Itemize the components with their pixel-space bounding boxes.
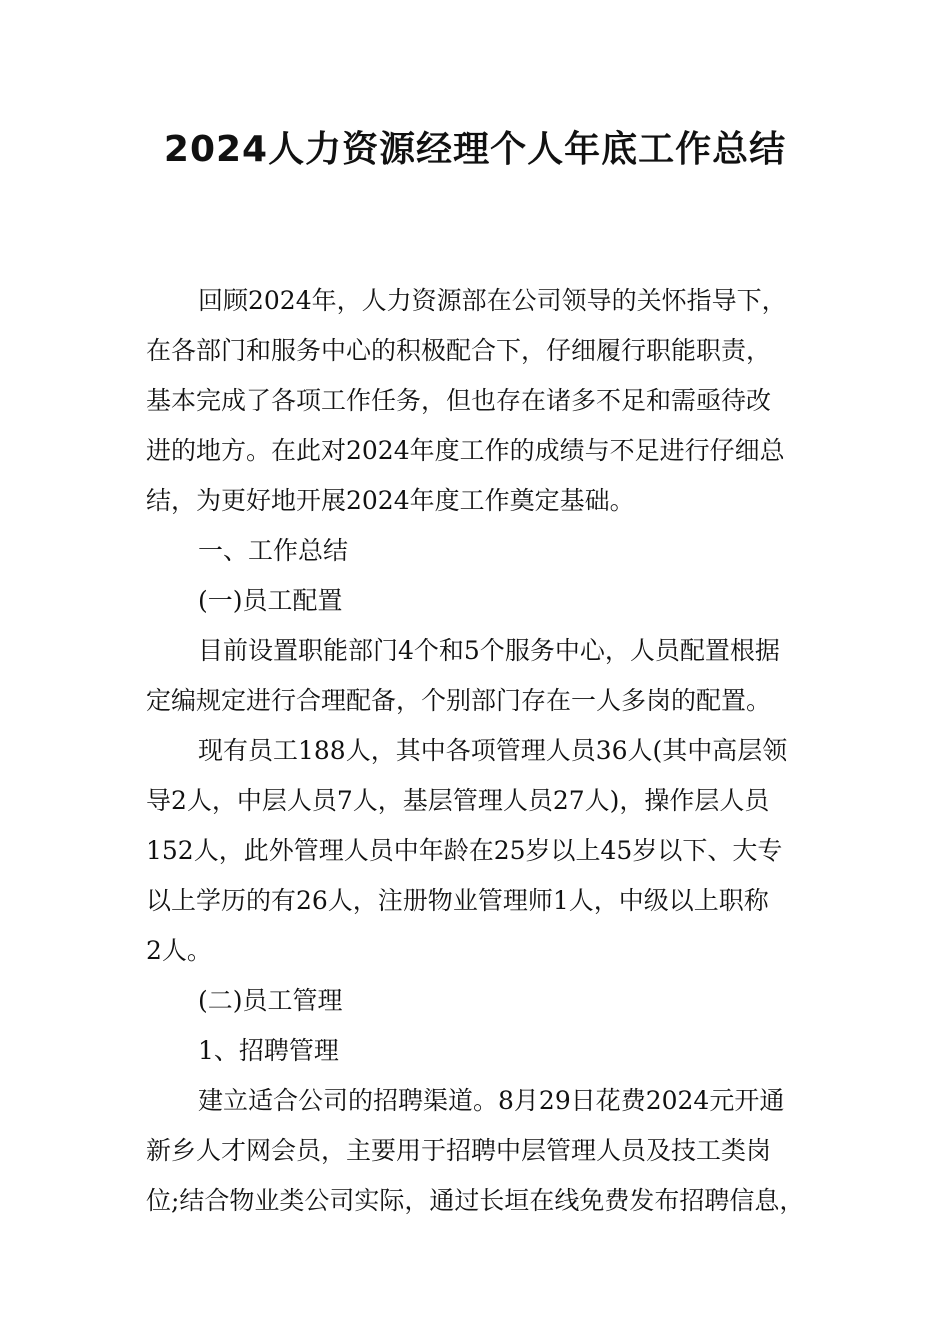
body-line: 1、招聘管理 <box>198 1036 339 1065</box>
body-line: 定编规定进行合理配备，个别部门存在一人多岗的配置。 <box>146 686 772 715</box>
body-line: 以上学历的有26人，注册物业管理师1人，中级以上职称 <box>146 886 769 915</box>
body-line: 建立适合公司的招聘渠道。8月29日花费2024元开通 <box>198 1086 785 1115</box>
body-line: (二)员工管理 <box>198 986 343 1015</box>
body-line: 回顾2024年，人力资源部在公司领导的关怀指导下， <box>198 286 787 315</box>
body-line: 新乡人才网会员，主要用于招聘中层管理人员及技工类岗 <box>146 1136 772 1165</box>
body-line: 现有员工188人，其中各项管理人员36人(其中高层领 <box>198 736 788 765</box>
body-line: 152人，此外管理人员中年龄在25岁以上45岁以下、大专 <box>146 836 783 865</box>
body-line: 目前设置职能部门4个和5个服务中心，人员配置根据 <box>198 636 780 665</box>
body-line: 基本完成了各项工作任务，但也存在诸多不足和需亟待改 <box>146 386 772 415</box>
body-line: (一)员工配置 <box>198 586 343 615</box>
body-line: 位;结合物业类公司实际，通过长垣在线免费发布招聘信息， <box>146 1186 805 1215</box>
body-line: 在各部门和服务中心的积极配合下，仔细履行职能职责， <box>146 336 772 365</box>
document-title: 2024人力资源经理个人年底工作总结 <box>163 129 787 170</box>
body-line: 一、工作总结 <box>198 536 349 565</box>
body-line: 2人。 <box>146 936 212 965</box>
document-body <box>146 276 816 1226</box>
body-line: 进的地方。在此对2024年度工作的成绩与不足进行仔细总 <box>146 436 785 465</box>
body-line: 导2人，中层人员7人，基层管理人员27人)，操作层人员 <box>146 786 770 815</box>
body-line: 结，为更好地开展2024年度工作奠定基础。 <box>146 486 635 515</box>
